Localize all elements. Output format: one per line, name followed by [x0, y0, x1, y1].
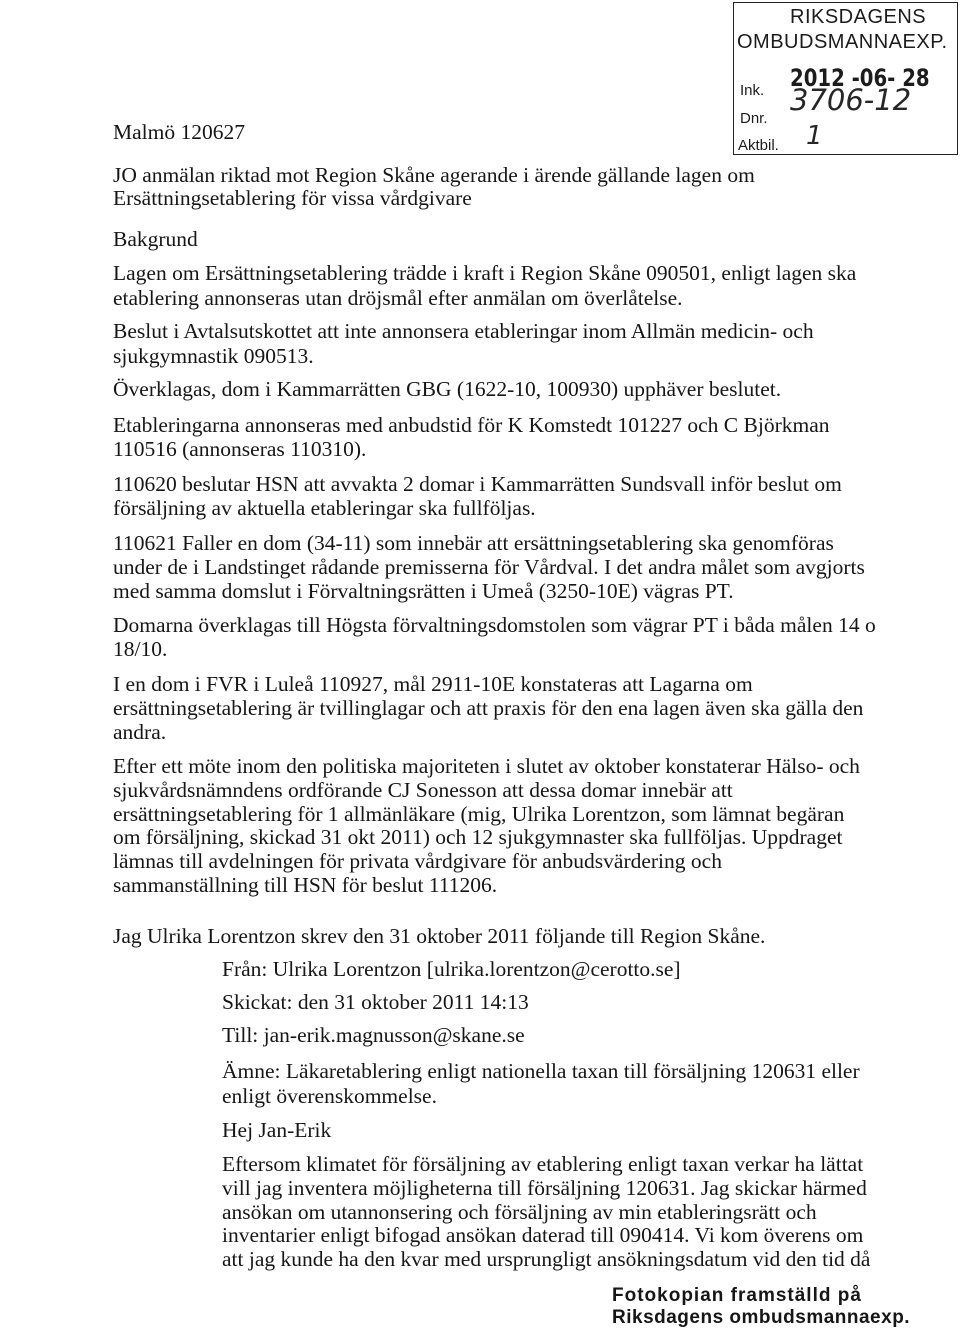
paragraph-line: om försäljning, skickad 31 okt 2011) och 12 sjukgymnaster ska fullföljas. Uppdraget	[113, 825, 843, 850]
stamp-aktbil-label: Aktbil.	[738, 137, 779, 154]
email-body-line: Eftersom klimatet för försäljning av etablering enligt taxan verkar ha lättat	[222, 1152, 864, 1176]
paragraph-line: Beslut i Avtalsutskottet att inte annonsera etableringar inom Allmän medicin- och	[113, 319, 814, 343]
paragraph	[113, 261, 856, 310]
section-heading: Bakgrund	[113, 227, 198, 251]
email-subject-line: enligt överenskommelse.	[222, 1084, 437, 1108]
paragraph-line: 110620 beslutar HSN att avvakta 2 domar i Kammarrätten Sundsvall inför beslut om	[113, 472, 842, 496]
paragraph-line: sammanställning till HSN för beslut 111206.	[113, 872, 498, 897]
paragraph	[113, 755, 860, 898]
paragraph-line: 110621 Faller en dom (34-11) som innebär att ersättningsetablering ska genomföras	[113, 531, 834, 555]
email-sent: Skickat: den 31 oktober 2011 14:13	[222, 990, 529, 1014]
paragraph-line: etablering annonseras utan dröjsmål efter anmälan om överlåtelse.	[113, 285, 683, 310]
email-greeting: Hej Jan-Erik	[222, 1118, 332, 1142]
stamp-received-date: 2012 -06- 28	[790, 64, 930, 92]
paragraph-line: 110516 (annonseras 110310).	[113, 436, 367, 461]
email-body-line: vill jag inventera möjligheterna till försäljning 120631. Jag skickar härmed	[222, 1175, 867, 1200]
paragraph-line: I en dom i FVR i Luleå 110927, mål 2911-10E konstateras att Lagarna om	[113, 672, 753, 696]
email-body-line: ansökan om utannonsering och försäljning av min etableringsrätt och	[222, 1199, 817, 1224]
paragraph-line: Lagen om Ersättningsetablering trädde i kraft i Region Skåne 090501, enligt lagen ska	[113, 261, 857, 285]
paragraph-line: under de i Landstinget rådande premisserna för Vårdval. I det andra målet som avgjorts	[113, 554, 865, 579]
paragraph-line: Efter ett möte inom den politiska majoriteten i slutet av oktober konstaterar Hälso- och	[113, 754, 860, 778]
stamp-authority-line: RIKSDAGENS	[790, 6, 927, 28]
stamp-dnr-number: 3706-12	[790, 83, 912, 117]
paragraph-line: andra.	[113, 719, 167, 744]
paragraph-line: med samma domslut i Förvaltningsrätten i Umeå (3250-10E) vägras PT.	[113, 578, 734, 603]
paragraph-line: 18/10.	[113, 636, 168, 661]
stamp-aktbil-number: 1	[806, 121, 823, 151]
stamp-ink-label: Ink.	[740, 82, 765, 99]
email-from: Från: Ulrika Lorentzon [ulrika.lorentzon@cerotto.se]	[222, 957, 681, 981]
email-body-line: inventarier enligt bifogad ansökan daterad till 090414. Vi kom överens om	[222, 1223, 864, 1248]
email-subject	[222, 1059, 860, 1109]
paragraph	[113, 532, 865, 603]
title-line: Ersättningsetablering för vissa vårdgivare	[113, 186, 472, 210]
date-line: Malmö 120627	[113, 120, 245, 144]
photocopy-stamp-line: Fotokopian framställd på	[612, 1285, 862, 1306]
paragraph	[113, 378, 781, 402]
document-title	[113, 164, 755, 210]
stamp-office-line: OMBUDSMANNAEXP.	[737, 31, 948, 53]
paragraph	[113, 414, 830, 462]
paragraph-line: försäljning av aktuella etableringar ska fullföljas.	[113, 495, 536, 520]
paragraph-line: Domarna överklagas till Högsta förvaltningsdomstolen som vägrar PT i båda målen 14 o	[113, 613, 876, 637]
paragraph-line: Överklagas, dom i Kammarrätten GBG (1622-10, 100930) upphäver beslutet.	[113, 377, 782, 401]
stamp-dnr-label: Dnr.	[740, 110, 768, 127]
paragraph	[113, 319, 814, 368]
paragraph-line: ersättningsetablering är tvillinglagar och att praxis för den ena lagen även ska gälla den	[113, 695, 864, 720]
paragraph	[113, 673, 863, 744]
paragraph	[113, 473, 842, 521]
paragraph-line: ersättningsetablering för 1 allmänläkare (mig, Ulrika Lorentzon, som lämnat begäran	[113, 801, 845, 826]
paragraph-line: lämnas till avdelningen för privata vårdgivare för anbudsvärdering och	[113, 849, 722, 874]
email-body-line: att jag kunde ha den kvar med ursprungligt ansökningsdatum vid den tid då	[222, 1247, 871, 1272]
photocopy-stamp	[612, 1285, 912, 1328]
photocopy-stamp-line: Riksdagens ombudsmannaexp.	[612, 1307, 911, 1328]
paragraph-line: sjukvårdsnämndens ordförande CJ Sonesson att dessa domar innebär att	[113, 777, 733, 802]
email-subject-line: Ämne: Läkaretablering enligt nationella taxan till försäljning 120631 eller	[222, 1059, 860, 1083]
closing-statement: Jag Ulrika Lorentzon skrev den 31 oktober 2011 följande till Region Skåne.	[113, 924, 766, 948]
email-to: Till: jan-erik.magnusson@skane.se	[222, 1023, 525, 1047]
title-line: JO anmälan riktad mot Region Skåne agerande i ärende gällande lagen om	[113, 163, 755, 187]
paragraph	[113, 614, 876, 662]
paragraph-line: Etableringarna annonseras med anbudstid för K Komstedt 101227 och C Björkman	[113, 413, 830, 437]
email-body	[222, 1153, 870, 1272]
paragraph-line: sjukgymnastik 090513.	[113, 343, 314, 368]
